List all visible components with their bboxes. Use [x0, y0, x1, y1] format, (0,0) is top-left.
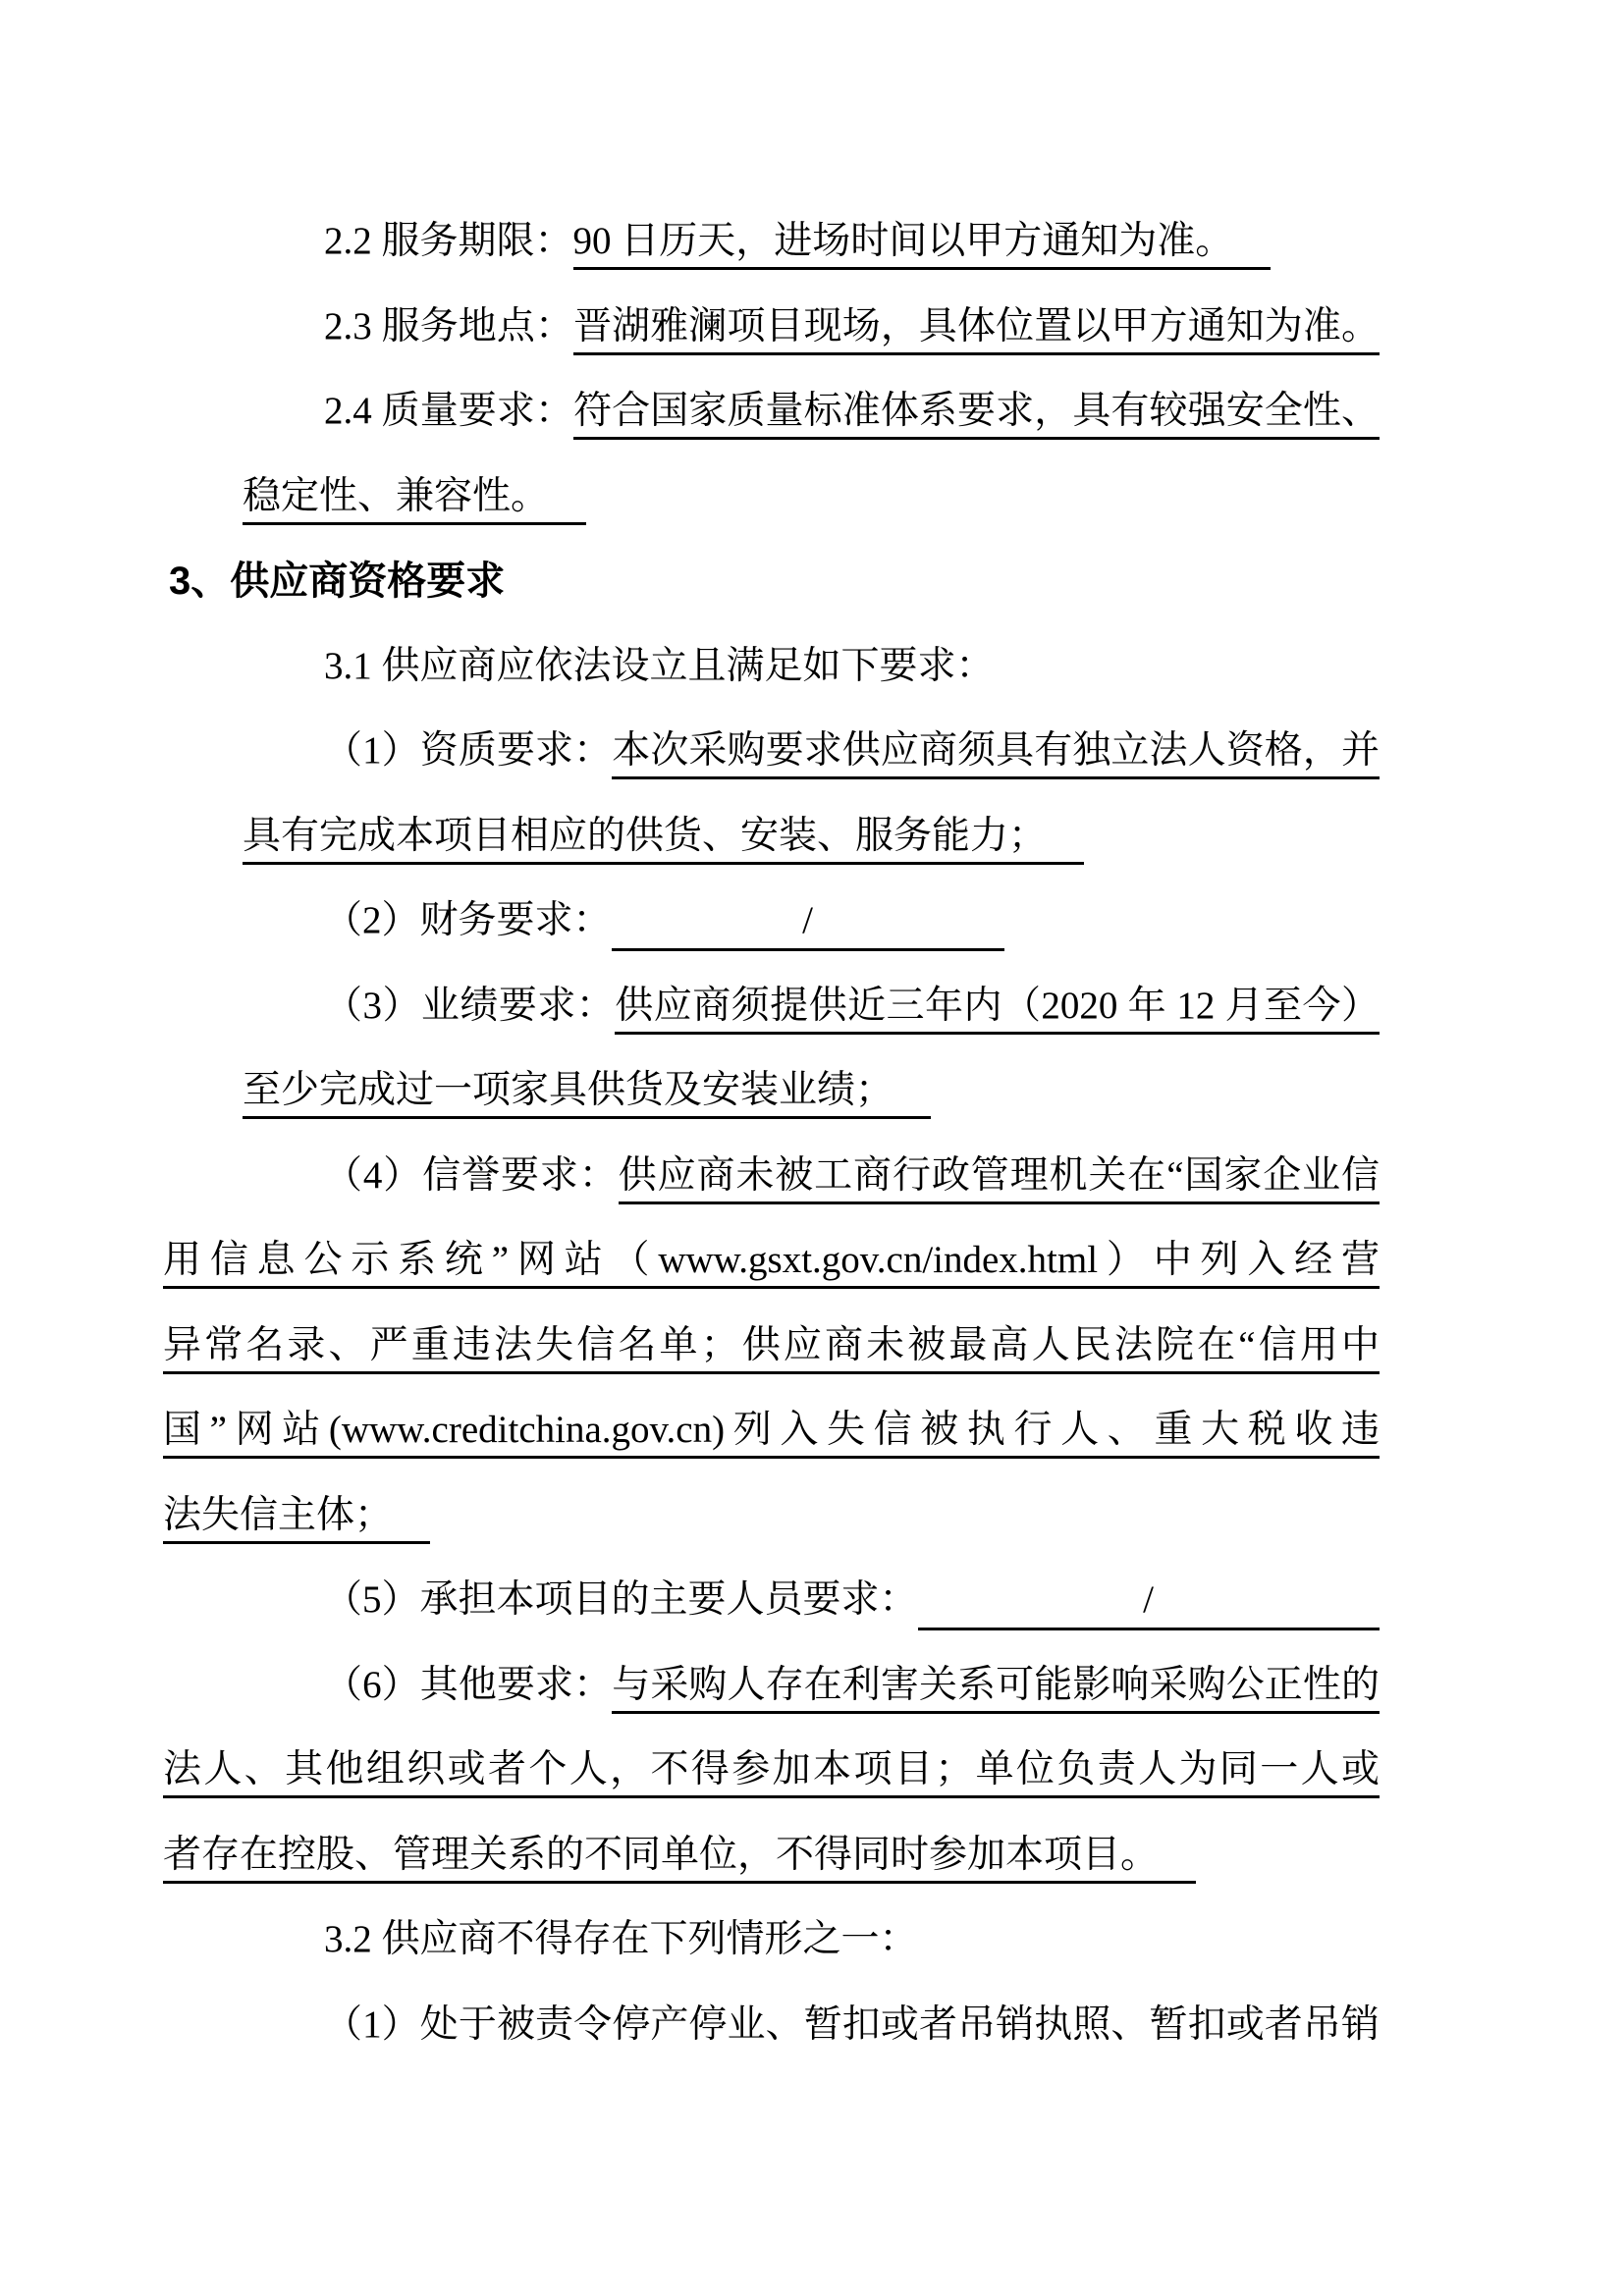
clause-2-2-label: 2.2 服务期限： [324, 220, 573, 262]
clause-2-2 [163, 199, 1380, 285]
clause-2-4 [163, 369, 1380, 454]
clause-3-1-text: 3.1 供应商应依法设立且满足如下要求： [324, 644, 995, 687]
item-2-slash: / [802, 899, 813, 941]
item-5-blank-field [918, 1578, 1380, 1630]
section-3-heading-text: 3、供应商资格要求 [169, 560, 506, 603]
clause-2-3 [163, 285, 1380, 370]
clause-2-4-value: 符合国家质量标准体系要求，具有较强安全性、 [573, 390, 1380, 440]
item-3-2-1 [163, 1983, 1380, 2068]
item-5 [163, 1558, 1380, 1643]
item-3-continuation-text: 至少完成过一项家具供货及安装业绩； [243, 1069, 931, 1119]
item-4 [163, 1134, 1380, 1219]
item-4-continuation-1 [163, 1218, 1380, 1304]
item-4-continuation-3-text: 国”网站(www.creditchina.gov.cn)列入失信被执行人、重大税收违 [163, 1409, 1380, 1459]
item-4-continuation-1-text: 用信息公示系统”网站（www.gsxt.gov.cn/index.html）中列入经营 [163, 1239, 1380, 1289]
item-3-continuation [163, 1048, 1380, 1134]
clause-2-4-label: 2.4 质量要求： [324, 390, 574, 432]
item-1 [163, 709, 1380, 794]
item-6-continuation-2 [163, 1813, 1380, 1898]
section-3-heading [163, 539, 1380, 624]
item-1-continuation [163, 794, 1380, 880]
item-4-continuation-4 [163, 1473, 1380, 1559]
item-1-label: （1）资质要求： [324, 729, 613, 772]
clause-2-3-value: 晋湖雅澜项目现场，具体位置以甲方通知为准。 [573, 305, 1380, 355]
clause-3-1 [163, 624, 1380, 710]
item-1-value: 本次采购要求供应商须具有独立法人资格，并 [612, 729, 1380, 779]
clause-2-2-value: 90 日历天，进场时间以甲方通知为准。 [573, 220, 1272, 270]
item-4-continuation-2 [163, 1304, 1380, 1389]
item-6 [163, 1643, 1380, 1729]
item-5-label: （5）承担本项目的主要人员要求： [324, 1578, 918, 1621]
item-6-continuation-2-text: 者存在控股、管理关系的不同单位，不得同时参加本项目。 [163, 1834, 1196, 1884]
item-4-continuation-3 [163, 1388, 1380, 1473]
item-3-2-1-text: （1）处于被责令停产停业、暂扣或者吊销执照、暂扣或者吊销 [324, 2002, 1380, 2046]
item-2-blank-field [612, 899, 1004, 951]
item-2 [163, 879, 1380, 964]
item-3 [163, 964, 1380, 1049]
document-body [163, 199, 1380, 2067]
item-2-label: （2）财务要求： [324, 899, 612, 941]
item-6-label: （6）其他要求： [324, 1663, 613, 1706]
clause-2-3-label: 2.3 服务地点： [324, 304, 574, 347]
item-5-slash: / [1143, 1578, 1154, 1621]
clause-2-4-continuation-text: 稳定性、兼容性。 [243, 475, 586, 525]
clause-3-2-text: 3.2 供应商不得存在下列情形之一： [324, 1918, 918, 1960]
item-4-label: （4）信誉要求： [324, 1153, 619, 1197]
item-1-continuation-text: 具有完成本项目相应的供货、安装、服务能力； [243, 815, 1084, 865]
item-6-value: 与采购人存在利害关系可能影响采购公正性的 [612, 1664, 1380, 1714]
item-6-continuation-1-text: 法人、其他组织或者个人，不得参加本项目；单位负责人为同一人或 [163, 1748, 1380, 1798]
item-6-continuation-1 [163, 1728, 1380, 1813]
item-3-label: （3）业绩要求： [324, 984, 616, 1027]
clause-2-4-continuation [163, 454, 1380, 540]
item-4-continuation-2-text: 异常名录、严重违法失信名单；供应商未被最高人民法院在“信用中 [163, 1324, 1380, 1374]
item-4-continuation-4-text: 法失信主体； [163, 1494, 430, 1544]
clause-3-2 [163, 1897, 1380, 1983]
item-3-value: 供应商须提供近三年内（2020 年 12 月至今） [615, 985, 1380, 1035]
item-4-value: 供应商未被工商行政管理机关在“国家企业信 [619, 1154, 1380, 1204]
